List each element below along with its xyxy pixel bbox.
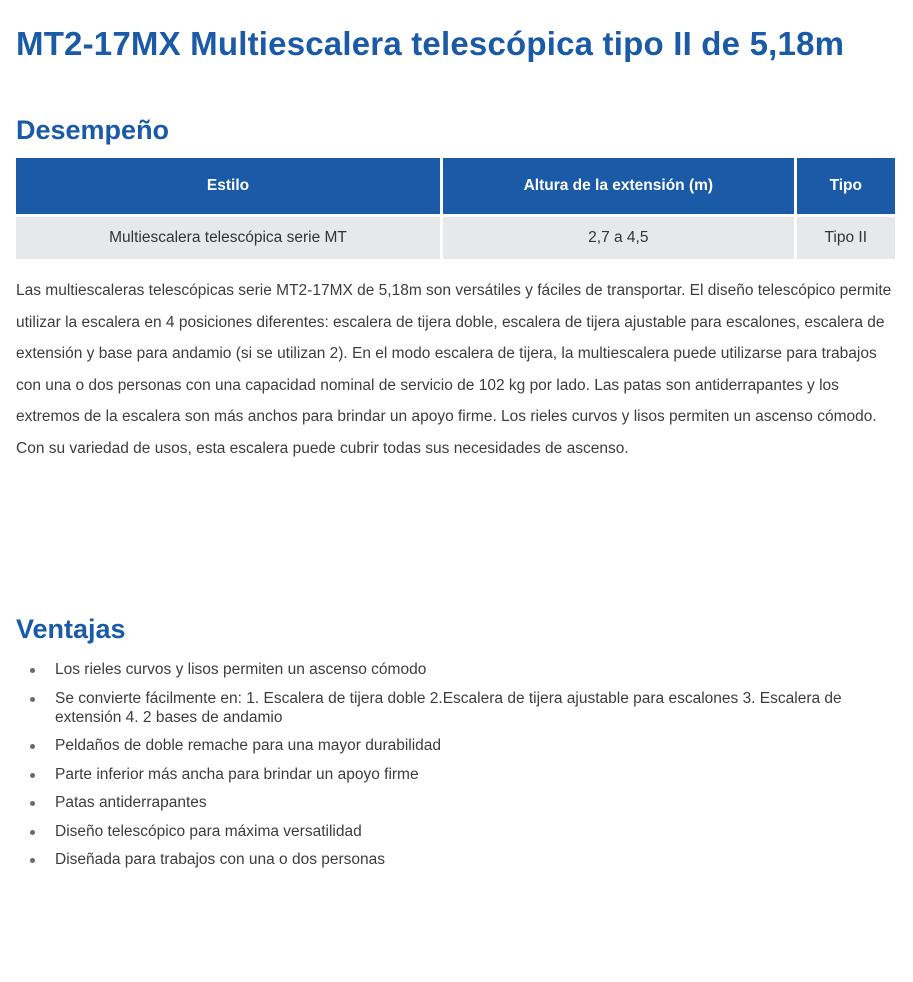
bullet-icon: [30, 697, 35, 702]
list-item: [16, 850, 855, 869]
list-item-text: Los rieles curvos y lisos permiten un ascenso cómodo: [55, 661, 427, 678]
list-item: [16, 822, 855, 841]
bullet-icon: [30, 744, 35, 749]
list-item: [16, 689, 855, 727]
list-item-text: Parte inferior más ancha para brindar un apoyo firme: [55, 765, 419, 783]
product-description: Las multiescaleras telescópicas serie MT2-17MX de 5,18m son versátiles y fáciles de transportar. El diseño telescópico permite utilizar la escalera en 4 posiciones diferentes: escalera de tijera doble, escalera de tijera ajustable para escalones, escalera de extensión y base para andamio (si se utilizan 2). En el modo escalera de tijera, la multiescalera puede utilizarse para trabajos con una o dos personas con una capacidad nominal de servicio de 102 kg por lado. Las patas son antiderrapantes y los extremos de la escalera son más anchos para brindar un apoyo firme. Los rieles curvos y lisos permiten un ascenso cómodo. Con su variedad de usos, esta escalera puede cubrir todas sus necesidades de ascenso.: [16, 282, 892, 457]
cell-extension-height: 2,7 a 4,5: [443, 214, 797, 259]
list-item-text: Peldaños de doble remache para una mayor durabilidad: [55, 737, 442, 754]
list-item: [16, 660, 855, 679]
advantages-heading: Ventajas: [16, 614, 126, 644]
bullet-icon: [30, 830, 35, 835]
cell-style: Multiescalera telescópica serie MT: [16, 214, 443, 259]
column-header-type: Tipo: [797, 158, 895, 214]
list-item: [16, 765, 855, 784]
table-row: [16, 214, 895, 259]
column-header-style: Estilo: [16, 158, 443, 214]
list-item: [16, 793, 855, 812]
performance-table: [16, 158, 895, 259]
list-item-text: Diseño telescópico para máxima versatilidad: [55, 822, 362, 840]
performance-heading: Desempeño: [16, 115, 170, 145]
cell-type: Tipo II: [797, 214, 895, 259]
bullet-icon: [30, 773, 35, 778]
list-item-text: Diseñada para trabajos con una o dos personas: [55, 851, 386, 868]
page-title: MT2-17MX Multiescalera telescópica tipo II de 5,18m: [16, 25, 845, 62]
list-item-text: Patas antiderrapantes: [55, 794, 207, 811]
advantages-list: [16, 660, 896, 869]
bullet-icon: [30, 668, 35, 673]
product-page: [16, 0, 896, 879]
list-item-text: Se convierte fácilmente en: 1. Escalera de tijera doble 2.Escalera de tijera ajustable para escalones 3. Escalera de extensión 4. 2 bases de andamio: [55, 689, 842, 726]
bullet-icon: [30, 801, 35, 806]
column-header-extension-height: Altura de la extensión (m): [443, 158, 797, 214]
bullet-icon: [30, 858, 35, 863]
table-header-row: [16, 158, 895, 214]
list-item: [16, 736, 855, 755]
